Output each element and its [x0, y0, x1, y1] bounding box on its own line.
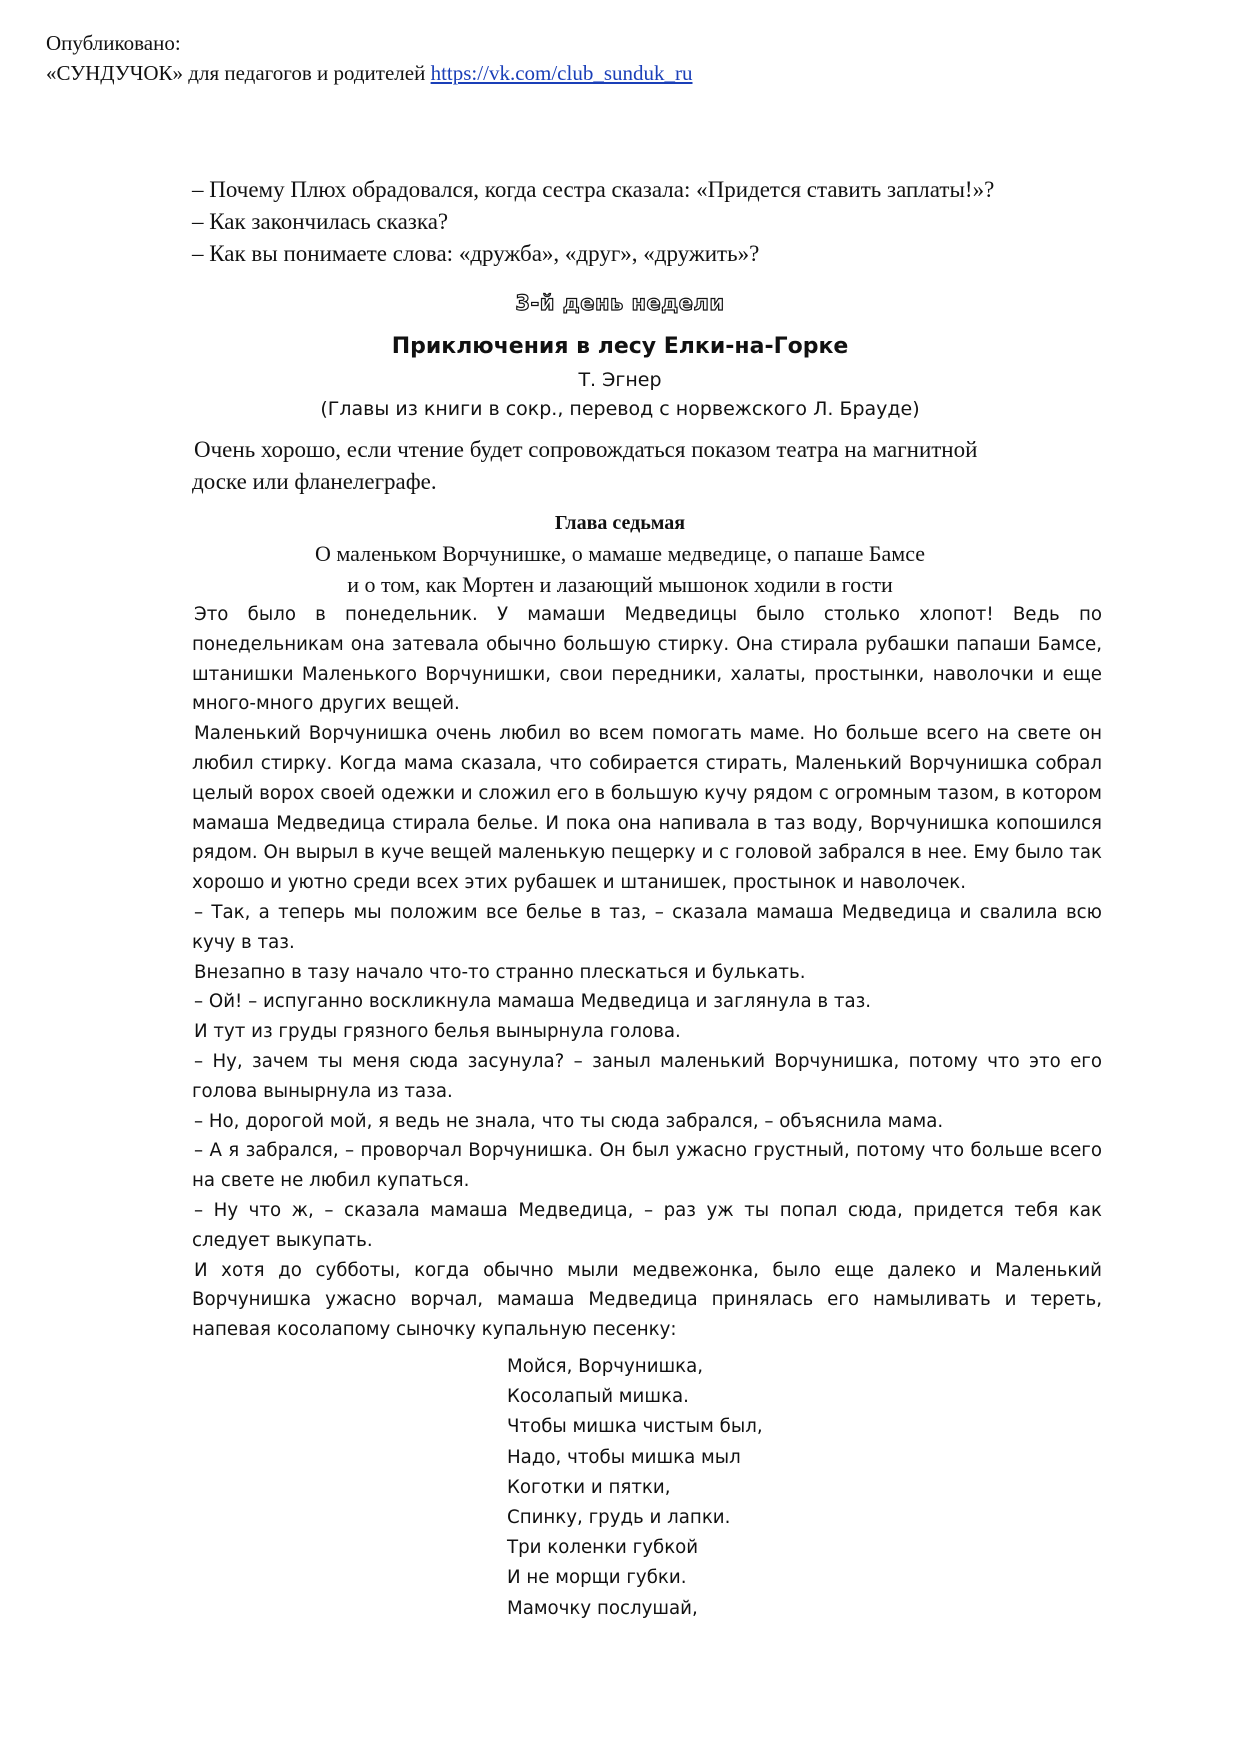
poem-line: Три коленки губкой: [507, 1537, 699, 1559]
chapter-subtitle-line-1: О маленьком Ворчунишке, о мамаше медведице, о папаше Бамсе: [314, 541, 926, 566]
question-item: – Почему Плюх обрадовался, когда сестра сказала: «Придется ставить заплаты!»?: [192, 177, 995, 202]
poem-line: Чтобы мишка чистым был,: [507, 1416, 763, 1438]
poem-line: Спинку, грудь и лапки.: [507, 1507, 731, 1529]
poem-line: Надо, чтобы мишка мыл: [507, 1446, 741, 1468]
poem-line: Коготки и пятки,: [507, 1476, 671, 1498]
translation-note: (Главы из книги в сокр., перевод с норвежского Л. Брауде): [320, 398, 920, 420]
intro-line-2: доске или фланелеграфе.: [192, 469, 437, 494]
story-paragraph: – Так, а теперь мы положим все белье в таз, – сказала мамаша Медведица и свалила всю кучу в таз.: [192, 901, 1102, 953]
story-paragraph: И тут из груды грязного белья вынырнула голова.: [194, 1021, 681, 1043]
story-paragraph: – Ну, зачем ты меня сюда засунула? – заныл маленький Ворчунишка, потому что это его голова вынырнула из таза.: [192, 1050, 1102, 1102]
story-paragraph: Это было в понедельник. У мамаши Медведицы было столько хлопот! Ведь по понедельникам она затевала обычно большую стирку. Она стирала рубашки папаши Бамсе, штанишки Маленького Ворчунишки, свои передники, халаты, простынки, наволочки и еще много-много других вещей.: [192, 604, 1102, 715]
poem-line: Мамочку послушай,: [507, 1597, 698, 1619]
day-heading: 3-й день недели: [515, 291, 725, 315]
poem-line: Косолапый мишка.: [507, 1386, 689, 1408]
story-paragraph: – Ой! – испуганно воскликнула мамаша Медведица и заглянула в таз.: [194, 991, 872, 1013]
publication-header: [46, 28, 693, 88]
chapter-subtitle: [0, 538, 1240, 600]
poem-line: Мойся, Ворчунишка,: [507, 1356, 704, 1377]
publication-source: [46, 58, 693, 88]
poem-line: И не морщи губки.: [507, 1567, 687, 1589]
author: Т. Эгнер: [578, 369, 662, 391]
published-label: Опубликовано:: [46, 31, 181, 55]
intro-paragraph: [192, 434, 1102, 498]
question-item: – Как вы понимаете слова: «дружба», «друг», «дружить»?: [192, 241, 760, 266]
intro-line-1: Очень хорошо, если чтение будет сопровождаться показом театра на магнитной: [194, 437, 978, 462]
bath-song-poem: [507, 1352, 763, 1624]
chapter-subtitle-line-2: и о том, как Мортен и лазающий мышонок ходили в гости: [347, 572, 893, 597]
story-paragraph: – Ну что ж, – сказала мамаша Медведица, – раз уж ты попал сюда, придется тебя как следует выкупать.: [192, 1199, 1102, 1251]
story-title: Приключения в лесу Елки-на-Горке: [391, 334, 849, 359]
source-text: «СУНДУЧОК» для педагогов и родителей: [46, 61, 426, 85]
story-paragraph: И хотя до субботы, когда обычно мыли медвежонка, было еще далеко и Маленький Ворчунишка ужасно ворчал, мамаша Медведица принялась его намыливать и тереть, напевая косолапому сыночку купальную песенку:: [192, 1259, 1102, 1341]
story-paragraph: Маленький Ворчунишка очень любил во всем помогать маме. Но больше всего на свете он любил стирку. Когда мама сказала, что собирается стирать, Маленький Ворчунишка собрал целый ворох своей одежки и сложил его в большую кучу рядом с огромным тазом, в котором мамаша Медведица стирала белье. И пока она напивала в таз воду, Ворчунишка копошился рядом. Он вырыл в куче вещей маленькую пещерку и с головой забрался в нее. Ему было так хорошо и уютно среди всех этих рубашек и штанишек, простынок и наволочек.: [192, 723, 1102, 894]
story-paragraph: – А я забрался, – проворчал Ворчунишка. Он был ужасно грустный, потому что больше всего на свете не любил купаться.: [192, 1140, 1102, 1192]
story-paragraph: – Но, дорогой мой, я ведь не знала, что ты сюда забрался, – объяснила мама.: [194, 1110, 944, 1132]
questions-list: [192, 174, 994, 270]
story-paragraph: Внезапно в тазу начало что-то странно плескаться и булькать.: [194, 961, 806, 983]
story-text: [192, 600, 1102, 1345]
chapter-heading: Глава седьмая: [554, 512, 686, 534]
question-item: – Как закончилась сказка?: [192, 209, 449, 234]
vk-club-link[interactable]: https://vk.com/club_sunduk_ru: [430, 61, 693, 85]
